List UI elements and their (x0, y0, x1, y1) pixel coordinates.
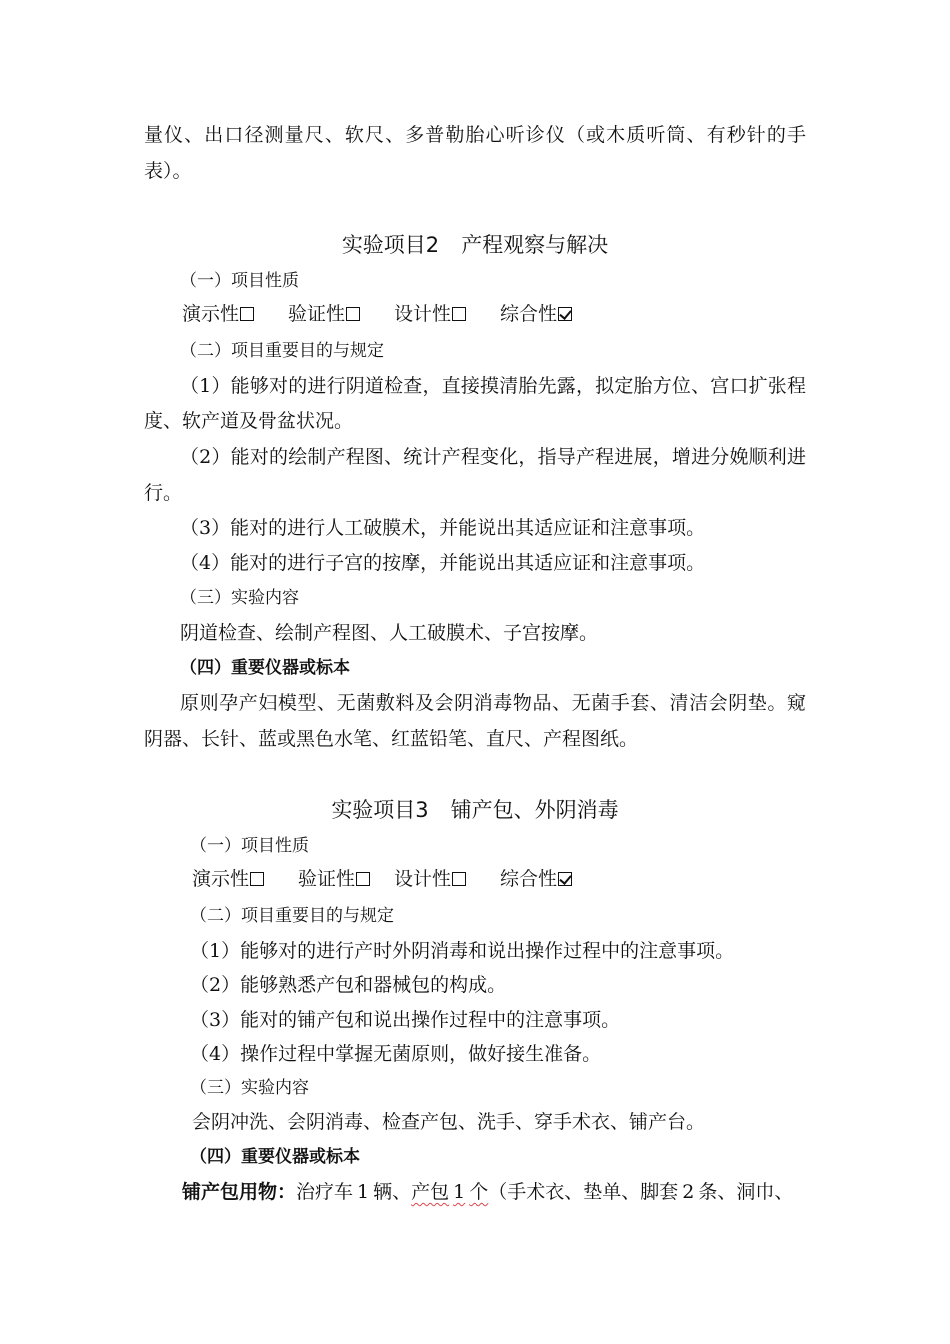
section-2-content: 阴道检查、绘制产程图、人工破膜术、子宫按摩。 (180, 622, 599, 644)
type-label: 设计性 (394, 303, 452, 325)
section-3-heading-content: （三）实验内容 (190, 1078, 309, 1098)
supplies-text: 产包 1 个 (411, 1181, 489, 1203)
supplies-text: 辆、 (373, 1181, 412, 1203)
section-3-type-row (192, 867, 572, 891)
intro-line-1: 量仪、出口径测量尺、软尺、多普勒胎心听诊仪（或木质听筒、有秒针的手 (144, 124, 806, 146)
type-label: 综合性 (500, 868, 558, 890)
type-label: 验证性 (288, 303, 346, 325)
supplies-text: 条、洞巾、 (698, 1181, 794, 1203)
section-2-equip-b: 阴器、长针、蓝或黑色水笔、红蓝铅笔、直尺、产程图纸。 (144, 728, 639, 750)
section-2-req-2a: （2）能对的绘制产程图、统计产程变化，指导产程进展，增进分娩顺利进 (180, 446, 806, 468)
supplies-text: 治疗车 (296, 1181, 354, 1203)
section-3-heading-equipment: （四）重要仪器或标本 (190, 1147, 360, 1167)
section-3-req-1: （1）能够对的进行产时外阴消毒和说出操作过程中的注意事项。 (190, 940, 735, 962)
section-3-title-text: 铺产包、外阴消毒 (450, 798, 619, 822)
section-2-req-2b: 行。 (144, 482, 183, 504)
checkbox-icon (250, 872, 264, 886)
checked-checkbox-icon (558, 307, 572, 321)
section-3-heading-purpose: （二）项目重要目的与规定 (190, 906, 394, 926)
section-3-title (0, 796, 950, 824)
section-2-type-row (182, 302, 572, 326)
supplies-label: 铺产包用物： (182, 1181, 297, 1203)
supplies-text: （手术衣、垫单、脚套 (488, 1181, 679, 1203)
section-2-req-1a: （1）能够对的进行阴道检查，直接摸清胎先露，拟定胎方位、宫口扩张程 (180, 375, 806, 397)
type-label: 综合性 (500, 303, 558, 325)
section-2-title-number: 实验项目2 (341, 233, 440, 257)
section-2-req-4: （4）能对的进行子宫的按摩，并能说出其适应证和注意事项。 (180, 552, 706, 574)
section-3-req-2: （2）能够熟悉产包和器械包的构成。 (190, 974, 507, 996)
checkbox-icon (452, 872, 466, 886)
checkbox-icon (240, 307, 254, 321)
section-3-req-4: （4）操作过程中掌握无菌原则，做好接生准备。 (190, 1043, 602, 1065)
section-2-title (0, 231, 950, 259)
type-label: 验证性 (298, 868, 356, 890)
type-label: 设计性 (394, 868, 452, 890)
checked-checkbox-icon (558, 872, 572, 886)
intro-line-2: 表）。 (144, 160, 192, 182)
supplies-number: 1 (357, 1181, 370, 1203)
section-2-heading-content: （三）实验内容 (180, 588, 299, 608)
section-3-title-number: 实验项目3 (331, 798, 429, 822)
section-3-supplies-line (182, 1180, 793, 1204)
checkbox-icon (356, 872, 370, 886)
checkbox-icon (346, 307, 360, 321)
section-2-heading-equipment: （四）重要仪器或标本 (180, 658, 350, 678)
section-2-title-text: 产程观察与解决 (461, 233, 609, 257)
supplies-number: 2 (682, 1181, 695, 1203)
section-2-req-1b: 度、软产道及骨盆状况。 (144, 410, 354, 432)
type-label: 演示性 (182, 303, 240, 325)
type-label: 演示性 (192, 868, 250, 890)
section-2-heading-nature: （一）项目性质 (180, 271, 299, 291)
section-3-heading-nature: （一）项目性质 (190, 836, 309, 856)
section-3-content: 会阴冲洗、会阴消毒、检查产包、洗手、穿手术衣、铺产台。 (192, 1111, 706, 1133)
section-3-req-3: （3）能对的铺产包和说出操作过程中的注意事项。 (190, 1009, 621, 1031)
section-2-req-3: （3）能对的进行人工破膜术，并能说出其适应证和注意事项。 (180, 517, 706, 539)
section-2-heading-purpose: （二）项目重要目的与规定 (180, 341, 384, 361)
checkbox-icon (452, 307, 466, 321)
section-2-equip-a: 原则孕产妇模型、无菌敷料及会阴消毒物品、无菌手套、清洁会阴垫。窥 (180, 692, 806, 714)
